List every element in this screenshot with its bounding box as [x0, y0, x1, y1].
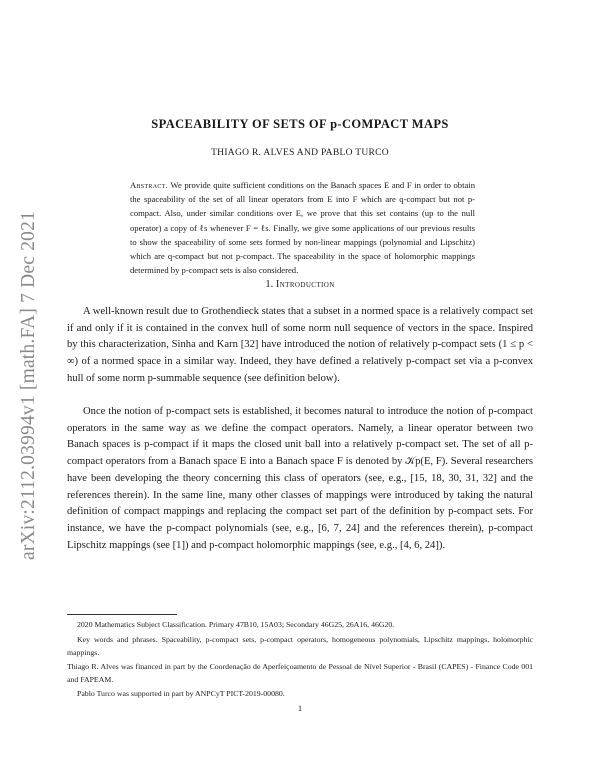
arxiv-stamp: arXiv:2112.03994v1 [math.FA] 7 Dec 2021 — [18, 211, 39, 560]
section-heading — [0, 279, 600, 290]
footnote-rule — [67, 614, 177, 615]
footnote-msc: 2020 Mathematics Subject Classification. Primary 47B10, 15A03; Secondary 46G25, 26A16, 46G20. — [77, 620, 395, 629]
paragraph-1: A well-known result due to Grothendieck states that a subset in a normed space is a relatively compact set if and only if it is contained in the convex hull of some norm null sequence of vectors in the space. Inspired by this characterization, Sinha and Karn [32] have introduced the notion of relatively p-compact sets (1 ≤ p < ∞) of a normed space in a similar way. Indeed, they have defined a relatively p-compact set via a p-convex hull of some norm p-summable sequence (see definition below). — [67, 306, 533, 384]
paper-title: SPACEABILITY OF SETS OF p-COMPACT MAPS — [151, 117, 449, 131]
footnote-funding-turco: Pablo Turco was supported in part by ANPCyT PICT-2019-00080. — [77, 689, 285, 698]
page-number: 1 — [297, 703, 303, 713]
paragraph-2: Once the notion of p-compact sets is established, it becomes natural to introduce the notion of p-compact operators in the same way as we define the compact operators. Namely, a linear operator between two Banach spaces is p-compact if it maps the closed unit ball into a relatively p-compact set. The set of all p-compact operators from a Banach space E into a Banach space F is denoted by 𝒦p(E, F). Several researchers have been developing the theory concerning this class of operators (see, e.g., [15, 18, 30, 31, 32] and the references therein). In the same line, many other classes of mappings were introduced by taking the natural definition of compact mappings and replacing the compact set part of the definition by p-compact sets. For instance, we have the p-compact polynomials (see, e.g., [6, 7, 24] and the references therein), p-compact Lipschitz mappings (see [1]) and p-compact holomorphic mappings (see, e.g., [4, 6, 24]). — [67, 406, 533, 551]
paper-authors: THIAGO R. ALVES AND PABLO TURCO — [211, 148, 389, 158]
footnote-keywords: Key words and phrases. Spaceability, p-compact sets, p-compact operators, homogeneous polynomials, Lipschitz mappings, holomorphic mappings. — [67, 635, 533, 657]
abstract-label: Abstract. — [130, 180, 169, 190]
abstract-text: We provide quite sufficient conditions on the Banach spaces E and F in order to obtain the spaceability of the set of all linear operators from E into F which are q-compact but not p-compact. Also, under similar conditions over E, we prove that this set contains (up to the null operator) a copy of ℓs whenever F = ℓs. Finally, we give some applications of our previous results to show the spaceability of some sets formed by non-linear mappings (polynomial and Lipschitz) which are q-compact but not p-compact. The spaceability in the space of holomorphic mappings determined by p-compact sets is also considered. — [130, 180, 475, 276]
section-title: Introduction — [275, 279, 335, 290]
section-number: 1. — [265, 279, 274, 290]
footnote-funding-alves: Thiago R. Alves was financed in part by the Coordenação de Aperfeiçoamento de Pessoal de Nível Superior - Brasil (CAPES) - Finance Code 001 and FAPEAM. — [67, 662, 533, 684]
abstract — [130, 178, 475, 277]
